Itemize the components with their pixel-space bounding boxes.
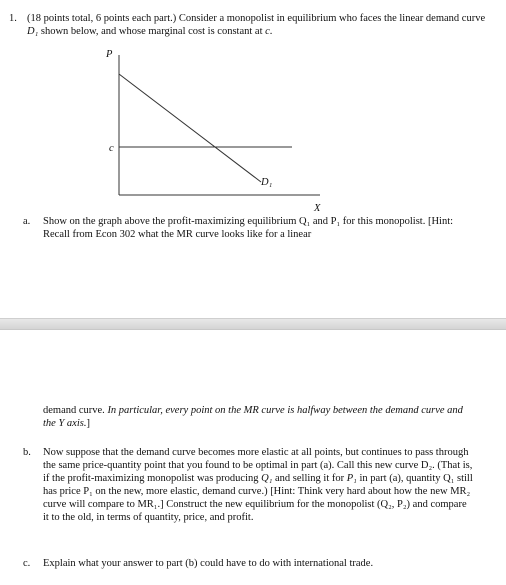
demand-curve-line (119, 74, 261, 182)
part-a-text: Show on the graph above the profit-maximizing equilibrium Q₁ and P₁ for this monopolist. [Hint: Recall from Econ 302 what the MR curve looks like for a linear (43, 216, 454, 240)
part-a (23, 215, 473, 245)
demand-graph (95, 42, 335, 217)
question-1-text: (18 points total, 6 points each part.) Consider a monopolist in equilibrium who faces the linear demand curve D₁ shown below, and whose marginal cost is constant at c. (27, 13, 486, 37)
demand-curve-symbol: D₁ (27, 26, 39, 37)
part-b-text: Now suppose that the demand curve becomes more elastic at all points, but continues to pass through the same price-quantity point that you found to be optimal in part (a). Call this new curve D₂. (That is, if the profit-maximizing monopolist was producing Q₁ and selling it for P₁ in part (a), quantity Q₁ still has price P₁ on the new, more elastic, demand curve.) [Hint: Think very hard about how the new MR₂ curve will compare to MR₁.] Construct the new equilibrium for the monopolist (Q₂, P₂) and compare it to the old, in terms of quantity, price, and profit. (43, 447, 473, 523)
page-break-divider (0, 318, 506, 330)
part-c-text: Explain what your answer to part (b) could have to do with international trade. (43, 558, 374, 569)
mc-label: c (109, 143, 114, 154)
part-c-marker: c. (23, 558, 31, 569)
part-a-continued-text: demand curve. In particular, every point on the MR curve is halfway between the demand curve and the Y axis.] (43, 405, 463, 429)
y-axis-label: P (106, 49, 113, 60)
part-b-marker: b. (23, 447, 31, 458)
demand-curve-label: D₁ (261, 177, 273, 188)
marginal-cost-symbol: c (265, 26, 270, 37)
x-axis-label: X (314, 203, 321, 214)
question-number: 1. (9, 13, 17, 24)
graph-svg (95, 42, 335, 217)
part-a-marker: a. (23, 216, 31, 227)
